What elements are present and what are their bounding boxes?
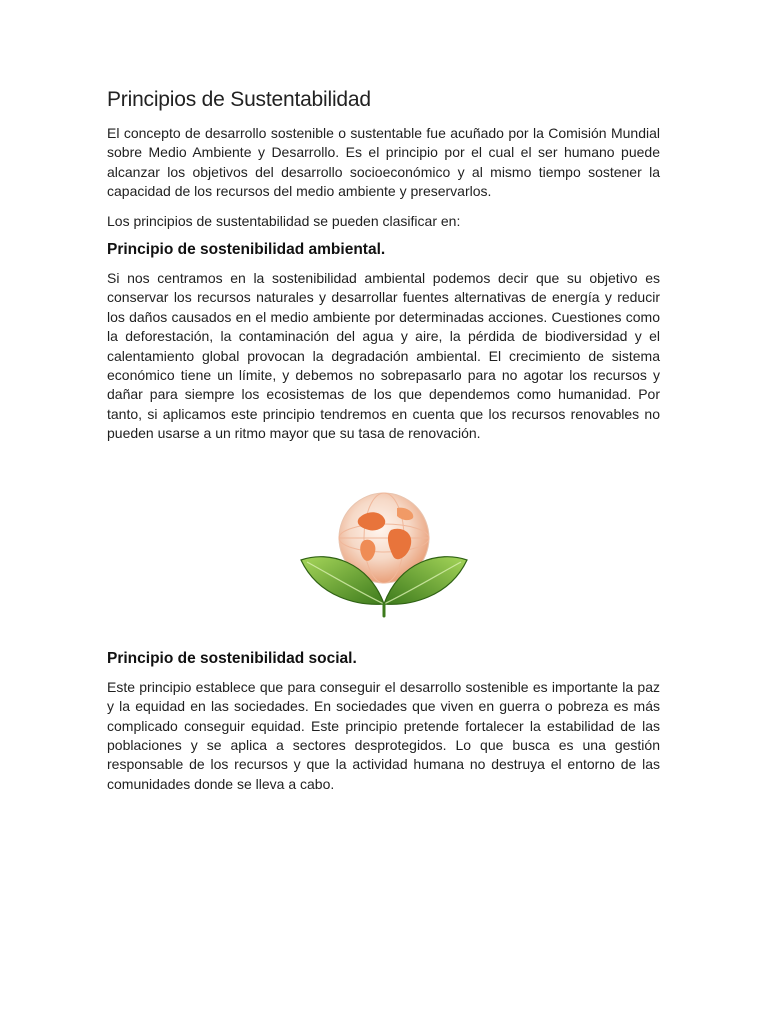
section-body-social: Este principio establece que para conseguir el desarrollo sostenible es importante la paz y la equidad en las sociedades. En sociedades que viven en guerra o pobreza es más complicado conseguir equidad. Este principio pretende fortalecer la estabilidad de las poblaciones y se aplica a sectores desprotegidos. Lo que busca es una gestión responsable de los recursos y que la actividad humana no destruya el entorno de las comunidades donde se lleva a cabo. [107, 678, 660, 792]
section-heading-social: Principio de sostenibilidad social. [107, 649, 357, 667]
document-page [107, 88, 660, 804]
classification-line: Los principios de sustentabilidad se pueden clasificar en: [107, 212, 461, 229]
sustainability-illustration [107, 480, 660, 620]
section-heading-environmental: Principio de sostenibilidad ambiental. [107, 241, 386, 259]
document-title: Principios de Sustentabilidad [107, 88, 371, 111]
section-body-environmental: Si nos centramos en la sostenibilidad ambiental podemos decir que su objetivo es conservar los recursos naturales y desarrollar fuentes alternativas de energía y reducir los daños causados en el medio ambiente por determinadas acciones. Cuestiones como la deforestación, la contaminación del agua y aire, la pérdida de biodiversidad y el calentamiento global provocan la degradación ambiental. El crecimiento de sistema económico tiene un límite, y debemos no sobrepasarlo para no agotar los recursos y dañar para siempre los ecosistemas de los que dependemos como humanidad. Por tanto, si aplicamos este principio tendremos en cuenta que los recursos renovables no pueden usarse a un ritmo mayor que su tasa de renovación. [107, 270, 660, 442]
intro-paragraph: El concepto de desarrollo sostenible o sustentable fue acuñado por la Comisión Mundial sobre Medio Ambiente y Desarrollo. Es el principio por el cual el ser humano puede alcanzar los objetivos del desarrollo socioeconómico y al mismo tiempo sostener la capacidad de los recursos del medio ambiente y preservarlos. [107, 125, 660, 200]
globe-with-leaves-icon [289, 480, 479, 620]
